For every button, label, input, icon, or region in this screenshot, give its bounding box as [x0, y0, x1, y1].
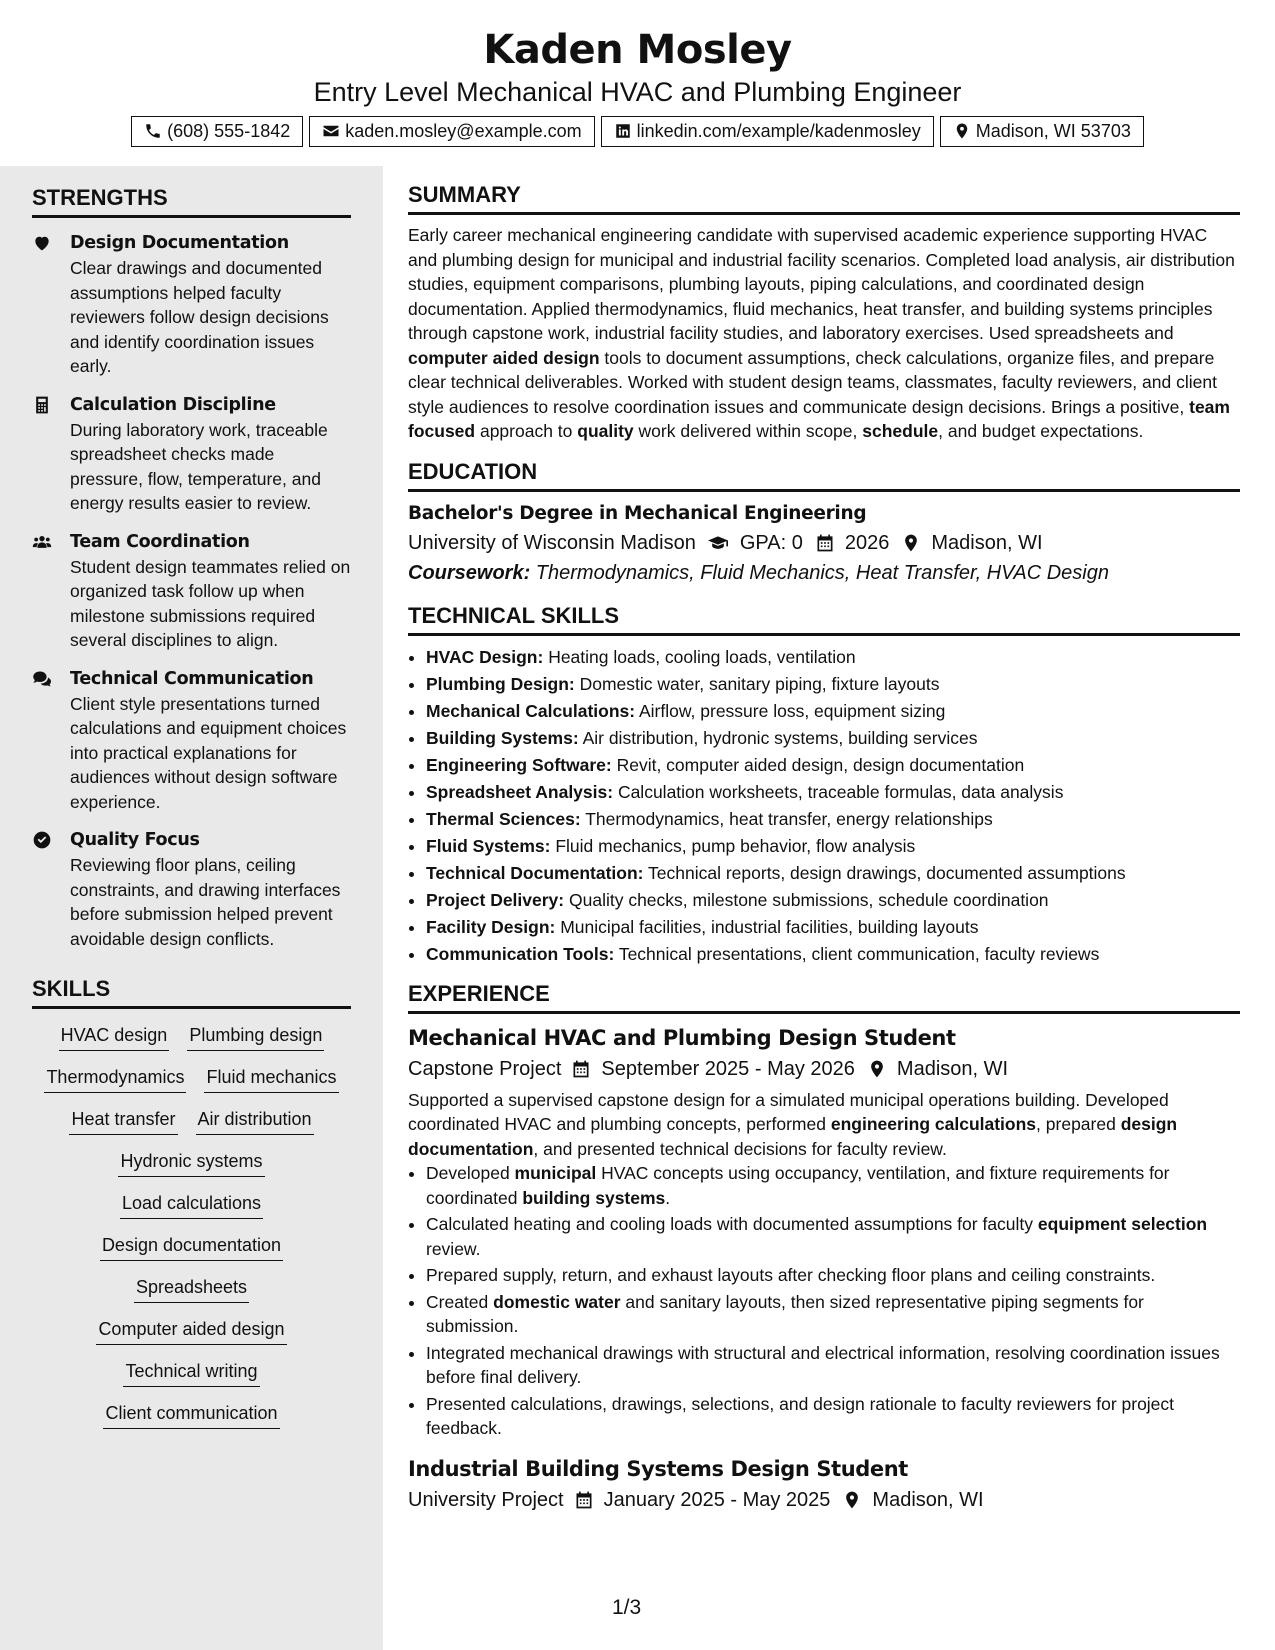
- strength-description: Clear drawings and documented assumptions helped faculty reviewers follow design decisions and identify coordination issues early.: [70, 258, 329, 376]
- map-pin-icon: [953, 122, 971, 140]
- check-circle-icon: [32, 827, 70, 951]
- list-item: • Created domestic water and sanitary layouts, then sized representative piping segments for submission.: [426, 1290, 1240, 1339]
- gpa: GPA: 0: [739, 531, 803, 554]
- linkedin-icon: [614, 122, 632, 140]
- skill-tag: Fluid mechanics: [204, 1065, 338, 1093]
- users-icon: [32, 529, 70, 653]
- job-organization: University Project: [408, 1488, 564, 1511]
- job-intro: Supported a supervised capstone design for a simulated municipal operations building. Developed coordinated HVAC and plumbing concepts, performed engineering calculations, prepared design documentation, and presented technical decisions for faculty review.: [408, 1089, 1178, 1159]
- strength-description: Student design teammates relied on organized task follow up when milestone submissions required several disciplines to align.: [70, 556, 351, 650]
- skill-tag: Hydronic systems: [118, 1149, 264, 1177]
- job-location: Madison, WI: [872, 1488, 984, 1511]
- list-item: • Prepared supply, return, and exhaust layouts after checking floor plans and ceiling constraints.: [426, 1263, 1240, 1288]
- job-title: Mechanical HVAC and Plumbing Design Student: [408, 1025, 956, 1050]
- list-item: • Mechanical Calculations: Airflow, pressure loss, equipment sizing: [426, 698, 1240, 725]
- list-item: • Integrated mechanical drawings with structural and electrical information, resolving coordination issues before final delivery.: [426, 1341, 1240, 1390]
- calendar-icon: [803, 533, 845, 553]
- job-location: Madison, WI: [896, 1057, 1009, 1080]
- skill-tag: Heat transfer: [69, 1107, 177, 1135]
- list-item: • Calculated heating and cooling loads with documented assumptions for faculty equipment selection review.: [426, 1212, 1240, 1261]
- list-item: • Plumbing Design: Domestic water, sanitary piping, fixture layouts: [426, 671, 1240, 698]
- page-number: 1/3: [612, 1596, 642, 1619]
- resume-header: [0, 20, 1275, 147]
- graduation-year: 2026: [844, 531, 890, 554]
- contact-location[interactable]: [940, 116, 1144, 147]
- candidate-name: Kaden Mosley: [483, 27, 792, 73]
- skill-tag: Load calculations: [120, 1191, 263, 1219]
- skills-tag-list: [32, 1021, 351, 1443]
- strength-description: Reviewing floor plans, ceiling constraints, and drawing interfaces before submission helped prevent avoidable design conflicts.: [70, 855, 341, 949]
- school-location: Madison, WI: [931, 531, 1043, 554]
- job-bullets: [408, 1161, 1240, 1441]
- strength-description: Client style presentations turned calculations and equipment choices into practical explanations for audiences without design software experience.: [70, 693, 347, 812]
- list-item: • Building Systems: Air distribution, hydronic systems, building services: [426, 725, 1240, 752]
- contact-linkedin-text: linkedin.com/example/kadenmosley: [636, 121, 921, 141]
- strength-title: Quality Focus: [70, 830, 200, 850]
- list-item: • Communication Tools: Technical presentations, client communication, faculty reviews: [426, 941, 1240, 968]
- job-organization: Capstone Project: [408, 1057, 562, 1080]
- list-item: • HVAC Design: Heating loads, cooling loads, ventilation: [426, 644, 1240, 671]
- list-item: • Fluid Systems: Fluid mechanics, pump behavior, flow analysis: [426, 833, 1240, 860]
- skill-tag: Client communication: [103, 1401, 279, 1429]
- list-item: • Presented calculations, drawings, selections, and design rationale to faculty reviewers for project feedback.: [426, 1392, 1240, 1441]
- job-dates: September 2025 - May 2026: [601, 1057, 855, 1080]
- technical-skills-list: [408, 644, 1240, 968]
- contact-linkedin[interactable]: [601, 116, 934, 147]
- strength-title: Team Coordination: [70, 531, 250, 552]
- strength-item: [32, 666, 351, 815]
- graduation-cap-icon: [696, 533, 740, 553]
- summary-heading: SUMMARY: [408, 181, 1240, 215]
- phone-icon: [144, 122, 162, 140]
- calendar-icon: [561, 1059, 601, 1079]
- calculator-icon: [32, 392, 70, 516]
- degree-title: Bachelor's Degree in Mechanical Engineering: [408, 502, 867, 524]
- job-dates: January 2025 - May 2025: [603, 1488, 831, 1511]
- experience-heading: EXPERIENCE: [408, 980, 1240, 1014]
- skills-heading: SKILLS: [32, 975, 351, 1009]
- candidate-title: Entry Level Mechanical HVAC and Plumbing Engineer: [313, 77, 962, 107]
- job-meta: [408, 1485, 1240, 1515]
- coursework: Coursework: Thermodynamics, Fluid Mechanics, Heat Transfer, HVAC Design: [408, 561, 1109, 584]
- strength-title: Design Documentation: [70, 233, 289, 253]
- list-item: • Engineering Software: Revit, computer aided design, design documentation: [426, 752, 1240, 779]
- summary-text: Early career mechanical engineering candidate with supervised academic experience supporting HVAC and plumbing design for municipal and industrial facility scenarios. Completed load analysis, air distribution studies, equipment comparisons, plumbing layouts, piping calculations, and coordinated design documentation. Applied thermodynamics, fluid mechanics, heat transfer, and building systems principles through capstone work, industrial facility studies, and laboratory exercises. Used spreadsheets and computer aided design tools to document assumptions, check calculations, organize files, and prepare clear technical deliverables. Worked with student design teams, classmates, faculty reviewers, and client style audiences to resolve coordination issues and communicate design decisions. Brings a positive, team focused approach to quality work delivered within scope, schedule, and budget expectations.: [408, 225, 1235, 441]
- list-item: • Technical Documentation: Technical reports, design drawings, documented assumptions: [426, 860, 1240, 887]
- list-item: • Spreadsheet Analysis: Calculation worksheets, traceable formulas, data analysis: [426, 779, 1240, 806]
- contact-email[interactable]: [309, 116, 594, 147]
- calendar-icon: [564, 1490, 604, 1510]
- list-item: • Thermal Sciences: Thermodynamics, heat transfer, energy relationships: [426, 806, 1240, 833]
- skill-tag: HVAC design: [59, 1023, 170, 1051]
- comments-icon: [32, 666, 70, 815]
- skill-tag: Computer aided design: [96, 1317, 286, 1345]
- contact-phone-text: (608) 555-1842: [167, 121, 291, 141]
- education-heading: EDUCATION: [408, 458, 1240, 492]
- technical-skills-heading: TECHNICAL SKILLS: [408, 602, 1240, 636]
- map-pin-icon: [855, 1059, 897, 1079]
- skill-tag: Spreadsheets: [134, 1275, 249, 1303]
- contact-bar: [0, 116, 1275, 147]
- main-content: [408, 181, 1240, 1515]
- education-meta: [408, 528, 1240, 558]
- contact-phone[interactable]: [131, 116, 303, 147]
- skill-tag: Air distribution: [196, 1107, 314, 1135]
- strength-title: Calculation Discipline: [70, 394, 276, 415]
- strength-title: Technical Communication: [70, 668, 314, 689]
- sidebar: [0, 166, 383, 1650]
- job-meta: [408, 1054, 1240, 1084]
- contact-location-text: Madison, WI 53703: [975, 121, 1131, 141]
- list-item: • Facility Design: Municipal facilities, industrial facilities, building layouts: [426, 914, 1240, 941]
- skill-tag: Design documentation: [100, 1233, 283, 1261]
- strengths-heading: STRENGTHS: [32, 184, 351, 218]
- strength-item: [32, 230, 351, 379]
- strength-description: During laboratory work, traceable spreadsheet checks made pressure, flow, temperature, and energy results easier to review.: [70, 419, 328, 513]
- map-pin-icon: [889, 533, 931, 553]
- skill-tag: Plumbing design: [187, 1023, 324, 1051]
- school-name: University of Wisconsin Madison: [408, 531, 696, 554]
- contact-email-text: kaden.mosley@example.com: [345, 121, 582, 141]
- strength-item: [32, 392, 351, 516]
- heart-icon: [32, 230, 70, 379]
- list-item: • Developed municipal HVAC concepts using occupancy, ventilation, and fixture requirements for coordinated building systems.: [426, 1161, 1240, 1210]
- job-title: Industrial Building Systems Design Student: [408, 1456, 908, 1481]
- map-pin-icon: [830, 1490, 872, 1510]
- list-item: • Project Delivery: Quality checks, milestone submissions, schedule coordination: [426, 887, 1240, 914]
- envelope-icon: [322, 122, 340, 140]
- skill-tag: Technical writing: [123, 1359, 259, 1387]
- strength-item: [32, 827, 351, 951]
- strength-item: [32, 529, 351, 653]
- skill-tag: Thermodynamics: [44, 1065, 186, 1093]
